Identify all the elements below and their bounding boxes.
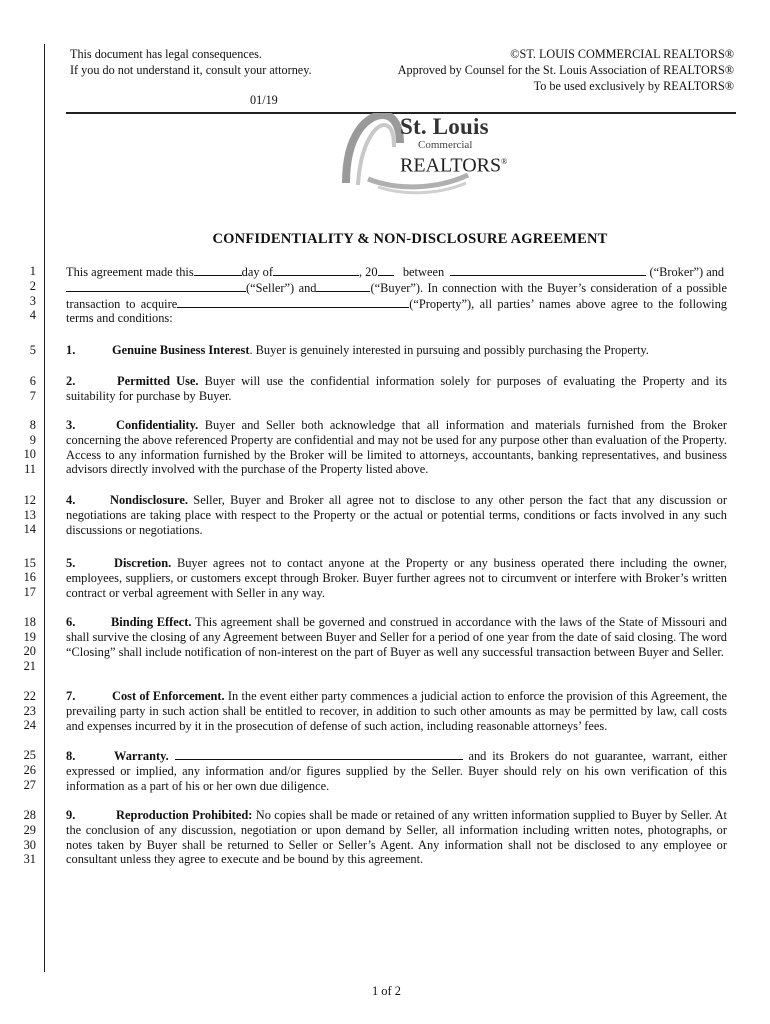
intro-text: (“Seller”) and	[246, 280, 317, 295]
clause-number: 4.	[66, 493, 76, 507]
line-number: 26	[23, 763, 36, 777]
line-number: 2	[29, 279, 36, 293]
date-day-field[interactable]	[194, 264, 242, 276]
intro-text: between	[402, 265, 445, 279]
line-number: 15	[23, 556, 36, 570]
line-number: 5	[29, 343, 36, 357]
clause-number: 2.	[66, 374, 76, 388]
clause-heading: Binding Effect.	[111, 615, 192, 629]
line-number: 8	[29, 418, 36, 432]
line-number: 29	[23, 823, 36, 837]
clause-text: In the event either party commences a judicial action to enforce the provision of this Agreement, the prevailing party in such action shall be entitled to recover, in addition to such other amounts as may be permitted by law, call costs and expenses incurred by it in the prosecution of defense of such action, including reasonable attorneys’ fees.	[66, 689, 727, 733]
clause-text: Buyer will use the confidential information solely for purposes of evaluating the Property and its suitability for purchase by Buyer.	[66, 374, 727, 403]
logo-title: St. Louis	[400, 114, 489, 139]
line-number: 11	[24, 462, 36, 476]
logo-brand-mark: ®	[501, 157, 508, 166]
line-number: 14	[23, 522, 36, 536]
line-number: 27	[23, 778, 36, 792]
clause-heading: Warranty.	[114, 749, 169, 763]
usage-line: To be used exclusively by REALTORS®	[533, 79, 734, 93]
line-number: 23	[23, 704, 36, 718]
clause-heading: Cost of Enforcement.	[112, 689, 225, 703]
logo-brand	[400, 151, 507, 177]
clause-heading: Permitted Use.	[117, 374, 199, 388]
line-number: 22	[23, 689, 36, 703]
intro-text: day of	[241, 265, 273, 279]
clause-7	[66, 689, 727, 733]
form-date: 01/19	[250, 93, 278, 107]
line-number: 21	[23, 659, 36, 673]
logo	[400, 115, 507, 177]
clause-4	[66, 493, 727, 537]
line-number: 9	[29, 433, 36, 447]
clause-number: 3.	[66, 418, 76, 432]
legal-notice-line-1: This document has legal consequences.	[70, 47, 262, 61]
line-number: 18	[23, 615, 36, 629]
broker-name-field[interactable]	[450, 264, 646, 276]
month-field[interactable]	[273, 264, 359, 276]
clause-number: 5.	[66, 556, 76, 570]
line-number: 4	[29, 308, 36, 322]
clause-5	[66, 556, 727, 600]
line-number: 16	[23, 570, 36, 584]
line-number: 3	[29, 294, 36, 308]
copyright-block	[398, 46, 734, 94]
intro-text: , 20	[358, 265, 378, 279]
seller-name-field[interactable]	[66, 280, 246, 292]
clause-2	[66, 374, 727, 404]
legal-notice-line-2: If you do not understand it, consult your attorney.	[70, 63, 312, 77]
line-number: 10	[23, 447, 36, 461]
intro-text: (“Broker”) and	[649, 265, 725, 279]
approval-line: Approved by Counsel for the St. Louis Association of REALTORS®	[397, 63, 734, 77]
clause-6	[66, 615, 727, 659]
line-number: 25	[23, 748, 36, 762]
clause-9	[66, 808, 727, 867]
clause-number: 1.	[66, 343, 76, 357]
intro-text: (“Buyer”). In connection with the Buyer’s consideration of a possible transaction to acquire	[66, 280, 727, 311]
clause-text: . Buyer is genuinely interested in pursuing and possibly purchasing the Property.	[249, 343, 649, 357]
logo-brand-text: REALTORS	[400, 154, 502, 177]
clause-text: No copies shall be made or retained of any written information supplied to Buyer by Seller. At the conclusion of any discussion, negotiation or upon demand by Seller, all information including written notes, photographs, or notes taken by Buyer shall be returned to Seller or Seller’s Agent. Any information shall not be disclosed to any employee or consultant unless they agree to execute and be bound by this agreement.	[66, 808, 727, 867]
clause-heading: Discretion.	[114, 556, 172, 570]
logo-subtitle: Commercial	[418, 139, 473, 151]
line-number: 24	[23, 718, 36, 732]
legal-notice	[70, 46, 312, 78]
line-number: 19	[23, 630, 36, 644]
clause-1	[66, 343, 727, 358]
warranty-party-field[interactable]	[175, 748, 463, 760]
line-number: 13	[23, 508, 36, 522]
intro-text: This agreement made this	[66, 265, 194, 279]
clause-number: 9.	[66, 808, 76, 822]
page-number: 1 of 2	[372, 984, 401, 998]
clause-heading: Nondisclosure.	[110, 493, 188, 507]
copyright-line: ©ST. LOUIS COMMERCIAL REALTORS®	[510, 47, 734, 61]
clause-heading: Confidentiality.	[116, 418, 199, 432]
clause-heading: Reproduction Prohibited:	[116, 808, 253, 822]
clause-text: Seller, Buyer and Broker all agree not to disclose to any other person the fact that any discussion or negotiations are taking place with respect to the Property or the actual or potential terms, conditions or facts involved in any such discussions or negotiations.	[66, 493, 727, 537]
clause-heading: Genuine Business Interest	[112, 343, 250, 357]
clause-number: 7.	[66, 689, 76, 703]
line-number: 30	[23, 838, 36, 852]
line-number: 31	[23, 852, 36, 866]
clause-number: 8.	[66, 749, 76, 763]
line-number: 7	[29, 389, 36, 403]
line-number: 6	[29, 374, 36, 388]
clause-text: Buyer and Seller both acknowledge that all information and materials furnished from the Broker concerning the above referenced Property are confidential and may not be used for any purpose other than evaluation of the Property. Access to any information furnished by the Broker will be limited to attorneys, accountants, banking representatives, and business advisors directly involved with the purchase of the Property listed above.	[66, 418, 727, 477]
clause-text: This agreement shall be governed and construed in accordance with the laws of the State of Missouri and shall survive the closing of any Agreement between Buyer and Seller for a period of one year from the date of said closing. The word “Closing” shall include notification of non-interest on the part of Buyer as well any successful transaction between Buyer and Seller.	[66, 615, 728, 659]
clause-8	[66, 748, 727, 793]
clause-text: Buyer agrees not to contact anyone at the Property or any business operated there including the owner, employees, suppliers, or customers except through Broker. Buyer further agrees not to circumvent or interfere with Broker’s written contract or verbal agreement with Seller in any way.	[66, 556, 727, 600]
line-number: 12	[23, 493, 36, 507]
line-number: 17	[23, 585, 36, 599]
clause-number: 6.	[66, 615, 76, 629]
clause-text: and its Brokers do not guarantee, warrant, either expressed or implied, any information and/or figures supplied by the Seller. Buyer should rely on his own verification of this information as a part of his or her own due diligence.	[66, 749, 727, 793]
line-number: 28	[23, 808, 36, 822]
intro-paragraph	[66, 264, 727, 326]
year-field[interactable]	[378, 264, 394, 276]
intro-text: (“Property”), all parties’ names above agree to the following terms and conditions:	[66, 296, 727, 326]
document-title: CONFIDENTIALITY & NON-DISCLOSURE AGREEMENT	[212, 231, 608, 247]
property-field[interactable]	[177, 296, 409, 308]
line-number: 20	[23, 644, 36, 658]
margin-rule	[44, 44, 45, 972]
line-number: 1	[29, 264, 36, 278]
buyer-name-field[interactable]	[316, 280, 370, 292]
clause-3	[66, 418, 727, 477]
